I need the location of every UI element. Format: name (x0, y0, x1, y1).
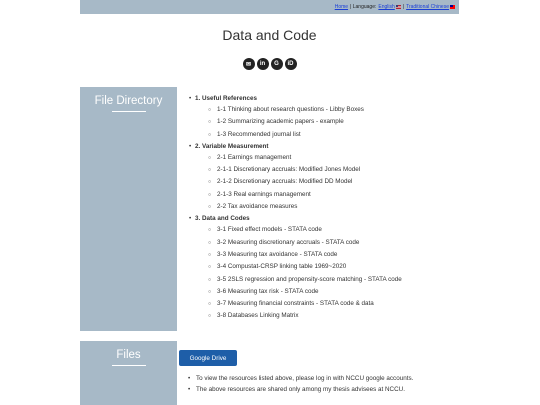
section-useful-references (187, 93, 457, 104)
language-separator: | (402, 4, 405, 10)
english-link[interactable]: English (378, 4, 395, 10)
files-notes (187, 373, 413, 395)
list-item[interactable]: ○ 3-1 Fixed effect models - STATA code (187, 224, 457, 236)
directory-list (187, 93, 457, 323)
list-item[interactable]: ○ 1-2 Summarizing academic papers - example (187, 116, 457, 128)
list-item[interactable]: ○ 2-2 Tax avoidance measures (187, 201, 457, 213)
list-item[interactable]: ○ 3-8 Databases Linking Matrix (187, 310, 457, 322)
section-title: 3. Data and Codes (195, 215, 250, 223)
heading-divider (112, 111, 146, 112)
list-item[interactable]: ○ 3-7 Measuring financial constraints - STATA code & data (187, 298, 457, 310)
email-icon[interactable]: ✉ (243, 58, 255, 70)
file-directory-panel (80, 87, 177, 331)
list-item[interactable]: ○ 3-4 Compustat-CRSP linking table 1969~2020 (187, 261, 457, 273)
list-item: • The above resources are shared only among my thesis advisees at NCCU. (187, 384, 413, 395)
section-variable-measurement (187, 141, 457, 152)
list-item[interactable]: ○ 1-3 Recommended journal list (187, 129, 457, 141)
list-item[interactable]: ○ 3-2 Measuring discretionary accruals - STATA code (187, 237, 457, 249)
list-item[interactable]: ○ 2-1-3 Real earnings management (187, 189, 457, 201)
us-flag-icon (396, 5, 401, 9)
orcid-icon[interactable]: iD (285, 58, 297, 70)
files-heading: Files (116, 349, 141, 361)
google-scholar-icon[interactable]: G (271, 58, 283, 70)
list-item: • To view the resources listed above, please log in with NCCU google accounts. (187, 373, 413, 384)
social-links (80, 58, 459, 70)
section-data-and-codes (187, 213, 457, 224)
google-drive-button[interactable]: Google Drive (179, 350, 237, 366)
list-item[interactable]: ○ 2-1-1 Discretionary accruals: Modified Jones Model (187, 164, 457, 176)
list-item[interactable]: ○ 3-5 2SLS regression and propensity-score matching - STATA code (187, 274, 457, 286)
traditional-chinese-link[interactable]: Traditional Chinese (406, 4, 449, 10)
list-item[interactable]: ○ 3-3 Measuring tax avoidance - STATA code (187, 249, 457, 261)
home-link[interactable]: Home (334, 4, 349, 10)
heading-divider (112, 365, 146, 366)
section-title: 1. Useful References (195, 95, 257, 102)
top-bar (80, 0, 459, 14)
list-item[interactable]: ○ 2-1 Earnings management (187, 152, 457, 164)
linkedin-icon[interactable]: in (257, 58, 269, 70)
section-title: 2. Variable Measurement (195, 142, 269, 150)
list-item[interactable]: ○ 2-1-2 Discretionary accruals: Modified DD Model (187, 176, 457, 188)
list-item[interactable]: ○ 3-6 Measuring tax risk - STATA code (187, 286, 457, 298)
list-item[interactable]: ○ 1-1 Thinking about research questions - Libby Boxes (187, 104, 457, 116)
file-directory-heading: File Directory (94, 95, 163, 107)
language-label: | Language: (350, 4, 377, 10)
page-title: Data and Code (222, 27, 317, 43)
files-panel (80, 341, 177, 405)
taiwan-flag-icon (450, 5, 455, 9)
